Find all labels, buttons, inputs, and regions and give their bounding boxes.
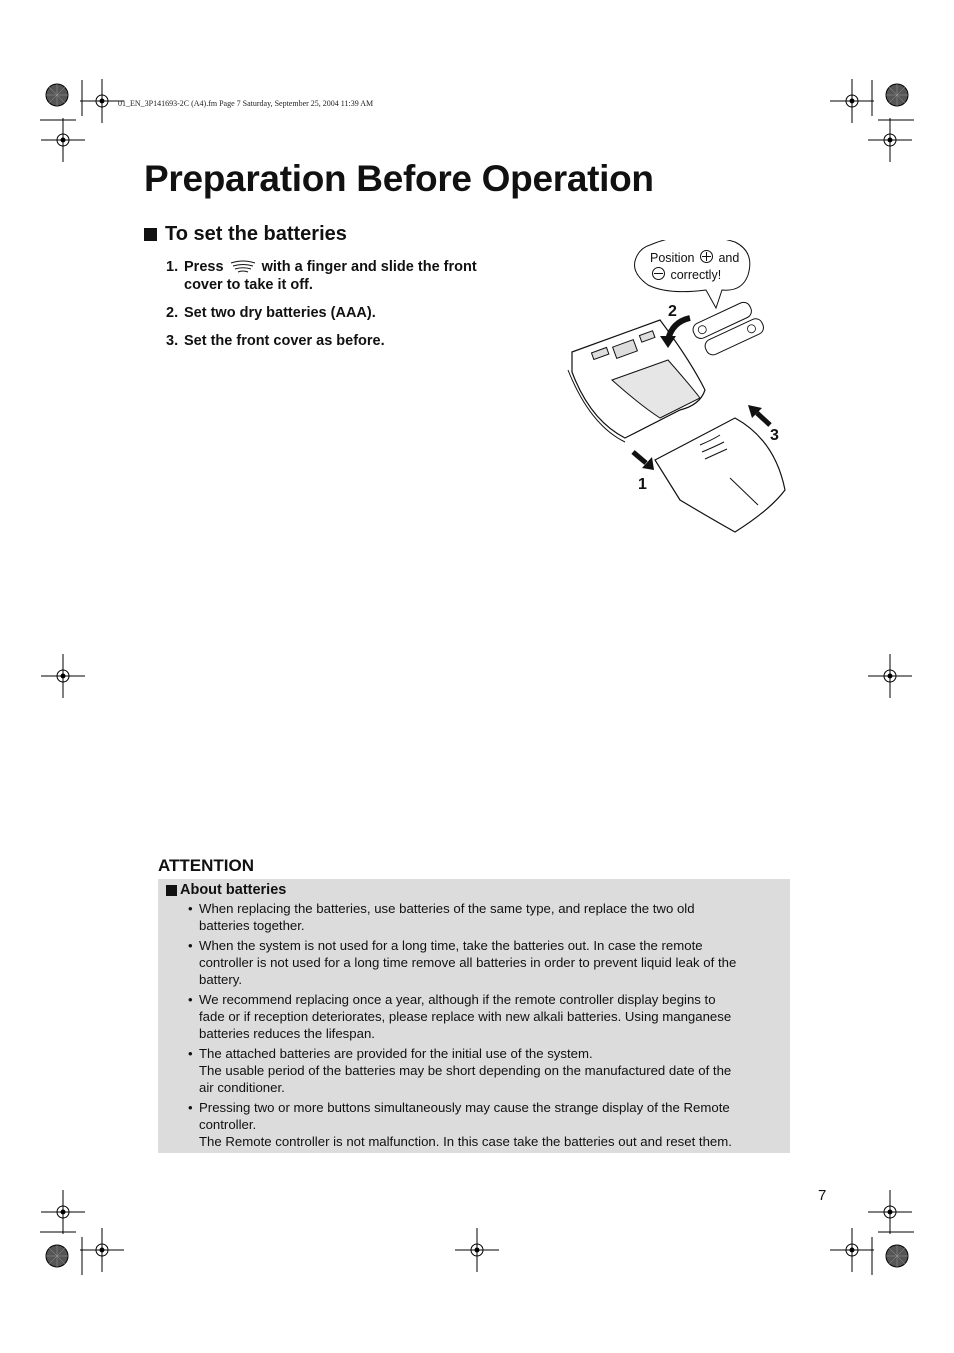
attention-bullets xyxy=(166,900,782,1150)
list-item: • The attached batteries are provided for the initial use of the system. The usable period of the batteries may be short depending on the manufactured date of the air conditioner. xyxy=(188,1045,782,1096)
battery-illustration xyxy=(560,240,800,540)
attention-heading: ATTENTION xyxy=(158,856,255,875)
page-number: 7 xyxy=(818,1187,827,1204)
step-2 xyxy=(166,304,486,322)
step-number: 1. xyxy=(166,259,179,275)
step-3 xyxy=(166,332,486,350)
figure-label-1: 1 xyxy=(638,476,647,493)
square-bullet-icon xyxy=(144,228,157,241)
figure-label-2: 2 xyxy=(668,303,677,320)
polarity-callout xyxy=(650,250,746,284)
plus-icon xyxy=(700,250,713,263)
step-number: 2. xyxy=(166,305,179,321)
step-1 xyxy=(166,258,486,294)
step-number: 3. xyxy=(166,333,179,349)
callout-line-1: Position and xyxy=(650,251,740,265)
section-title: To set the batteries xyxy=(165,223,347,245)
square-bullet-icon xyxy=(166,885,177,896)
attention-box xyxy=(158,879,790,1153)
cover-slide-icon xyxy=(230,260,256,274)
file-header: 01_EN_3P141693-2C (A4).fm Page 7 Saturday, September 25, 2004 11:39 AM xyxy=(118,99,374,108)
list-item: • We recommend replacing once a year, although if the remote controller display begins to fade or if reception deteriorates, please replace with new alkali batteries. Using manganese batteries reduces the lifespan. xyxy=(188,991,782,1042)
minus-icon xyxy=(652,267,665,280)
page-title: Preparation Before Operation xyxy=(144,158,654,199)
step-text: Press with a finger and slide the front cover to take it off. xyxy=(184,259,477,293)
list-item: • When the system is not used for a long time, take the batteries out. In case the remote controller is not used for a long time remove all batteries in order to prevent liquid leak of the battery. xyxy=(188,937,782,988)
step-text: Set two dry batteries (AAA). xyxy=(184,305,376,321)
list-item: • Pressing two or more buttons simultaneously may cause the strange display of the Remote controller. The Remote controller is not malfunction. In this case take the batteries out and reset them. xyxy=(188,1099,782,1150)
steps-list xyxy=(166,258,486,360)
section-heading xyxy=(144,223,347,246)
list-item: • When replacing the batteries, use batteries of the same type, and replace the two old batteries together. xyxy=(188,900,782,934)
figure-label-3: 3 xyxy=(770,427,779,444)
about-batteries-heading: About batteries xyxy=(166,882,782,898)
step-text: Set the front cover as before. xyxy=(184,333,385,349)
callout-line-2: correctly! xyxy=(650,267,746,284)
